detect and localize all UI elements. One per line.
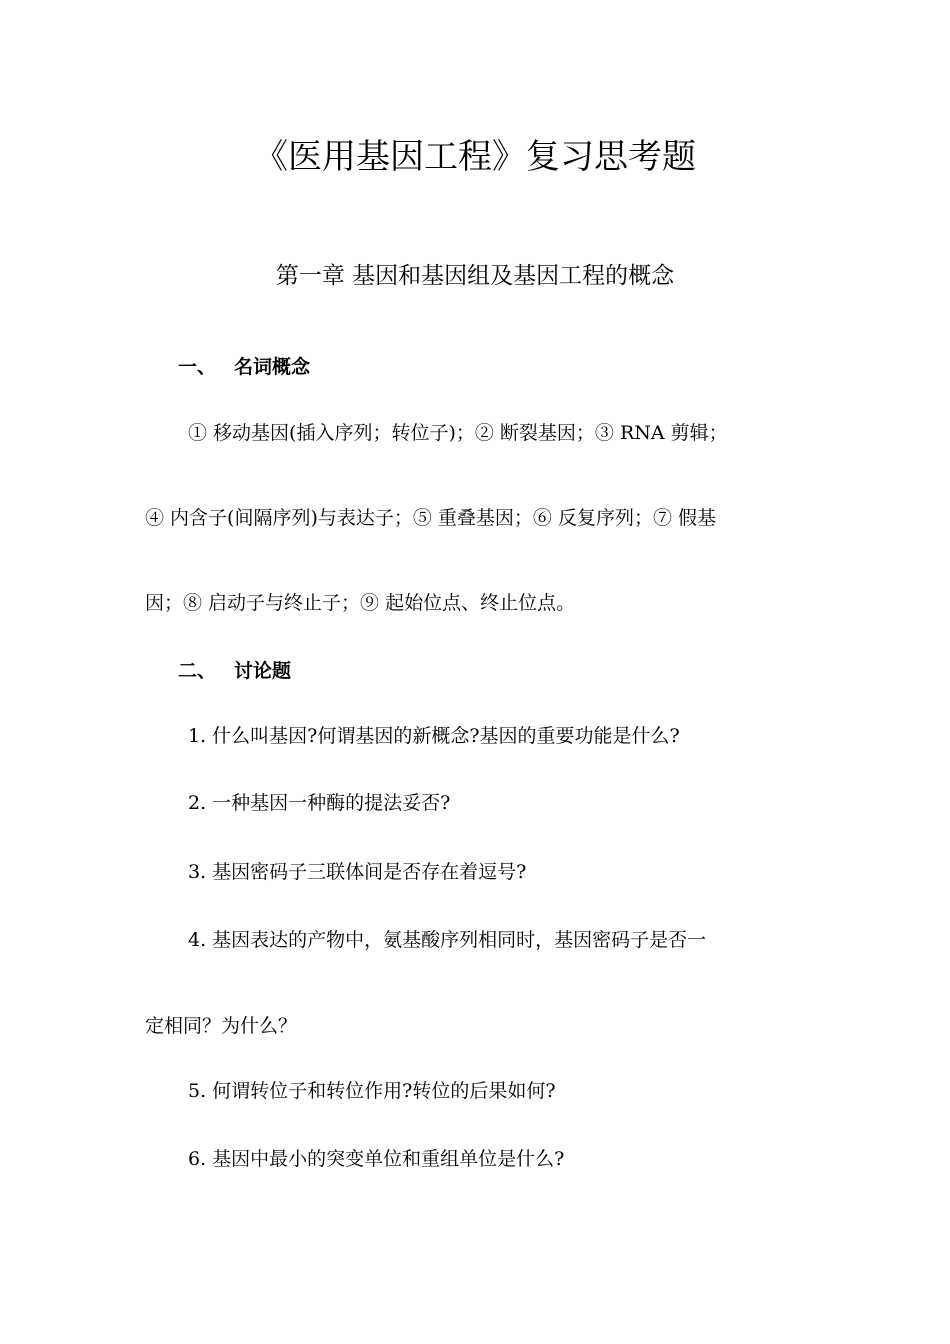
document-title: 《医用基因工程》复习思考题 [254, 137, 696, 177]
question-item: 4. 基因表达的产物中，氨基酸序列相同时，基因密码子是否一 [188, 929, 707, 951]
section-number: 二、 [178, 660, 217, 682]
section-title: 名词概念 [234, 356, 311, 378]
terms-line: 因；⑧ 启动子与终止子；⑨ 起始位点、终止位点。 [145, 592, 576, 614]
terms-line: ① 移动基因(插入序列；转位子)；② 断裂基因；③ RNA 剪辑； [188, 422, 728, 444]
question-item-continuation: 定相同？为什么？ [145, 1015, 298, 1037]
section-heading-discussion [178, 656, 291, 686]
chapter-heading: 第一章 基因和基因组及基因工程的概念 [275, 263, 675, 289]
section-title: 讨论题 [234, 660, 292, 682]
question-item: 5. 何谓转位子和转位作用?转位的后果如何? [188, 1080, 556, 1102]
question-item: 3. 基因密码子三联体间是否存在着逗号? [188, 861, 527, 883]
question-item: 6. 基因中最小的突变单位和重组单位是什么? [188, 1148, 565, 1170]
section-heading-terms [178, 352, 310, 382]
question-item: 1. 什么叫基因?何谓基因的新概念?基因的重要功能是什么? [188, 725, 680, 747]
terms-line: ④ 内含子(间隔序列)与表达子；⑤ 重叠基因；⑥ 反复序列；⑦ 假基 [145, 507, 716, 529]
section-number: 一、 [178, 356, 217, 378]
question-item: 2. 一种基因一种酶的提法妥否? [188, 792, 451, 814]
